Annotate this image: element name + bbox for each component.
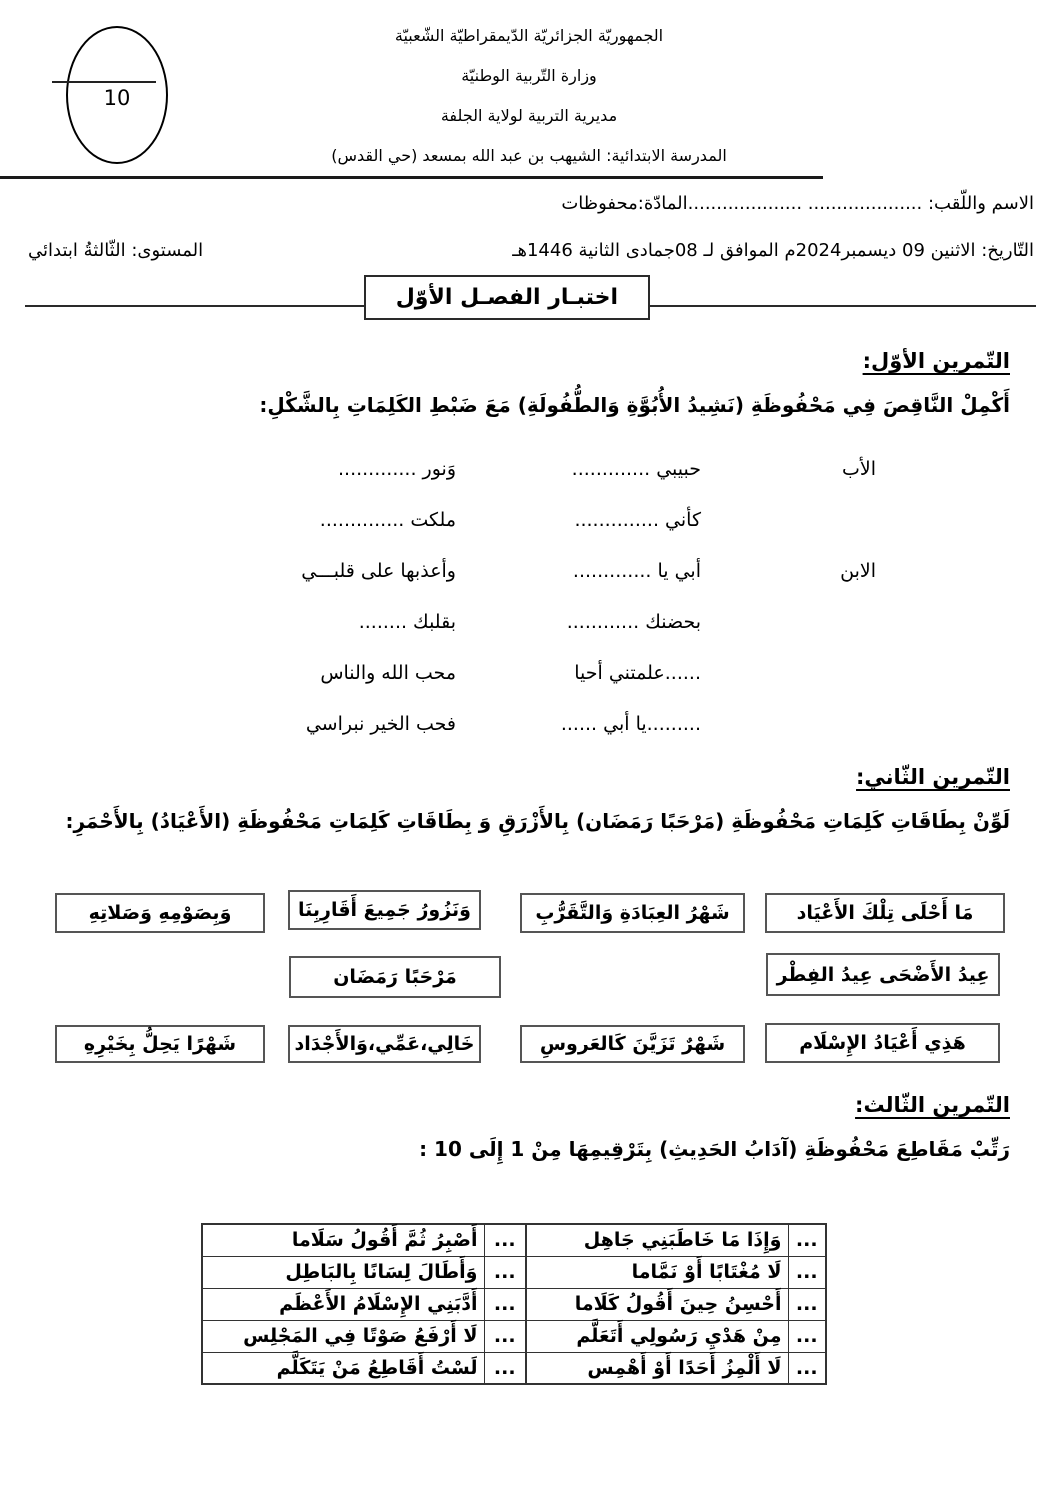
word-card[interactable]: شَهْرًا يَحِلُّ بِخَيْرِهِ — [55, 1025, 265, 1063]
poem-label — [701, 698, 876, 749]
word-card[interactable]: شَهْرٌ تَزَيَّنَ كَالعَروسِ — [520, 1025, 745, 1063]
exercise2-instruction: لَوِّنْ بِطَاقَاتِ كَلِمَاتِ مَحْفُوظَةِ (مَرْحَبًا رَمَضَان) بِالأَزْرَقِ وَ بِطَاقَاتِ كَلِمَاتِ مَحْفُوظَةِ (الأَعْيَادُ) بِالأَحْمَرِ: — [65, 809, 1010, 833]
poem-label — [701, 647, 876, 698]
header-line-directorate: مديرية التربية لولاية الجلفة — [440, 106, 618, 125]
poem-hemistich: ملكت .............. — [319, 508, 456, 531]
word-card[interactable]: مَرْحَبًا رَمَضَان — [289, 956, 501, 998]
exercise3-heading: التّمرين الثّالث: — [855, 1093, 1010, 1117]
verse-cell: أَحْسِنُ حِينَ أَقُولُ كَلَاما — [526, 1288, 788, 1320]
poem-hemistich: ......علمتني أحيا — [574, 661, 701, 684]
verse-cell: وَأَطَالَ لِسَانًا بِالبَاطِل — [202, 1256, 484, 1288]
rank-cell[interactable]: ... — [484, 1352, 526, 1384]
verse-cell: أَدَّبَنِي الإِسْلَامُ الأَعْظَم — [202, 1288, 484, 1320]
word-card[interactable]: وَبِصَوْمِهِ وَصَلاتِهِ — [55, 893, 265, 933]
table-row — [202, 1320, 826, 1352]
rank-cell[interactable]: ... — [484, 1320, 526, 1352]
rank-cell[interactable]: ... — [484, 1288, 526, 1320]
rank-cell[interactable]: ... — [484, 1256, 526, 1288]
poem-completion-grid — [0, 443, 1058, 749]
poem-label — [701, 494, 876, 545]
rank-cell[interactable]: ... — [788, 1224, 826, 1256]
poem-hemistich: كأني .............. — [574, 508, 701, 531]
info-row-date — [0, 214, 1058, 261]
word-card[interactable]: شَهْرُ العِبَادَةِ وَالتَّقَرُّبِ — [520, 893, 745, 933]
verse-cell: لَسْتُ أَقَاطِعُ مَنْ يَتَكَلَّم — [202, 1352, 484, 1384]
word-card[interactable]: خَالِي،عَمِّي،وَالأَجْدَاد — [288, 1025, 481, 1063]
header-line-school: المدرسة الابتدائية: الشيهب بن عبد الله بمسعد (حي القدس) — [331, 146, 727, 165]
poem-label: الابن — [840, 559, 876, 582]
verse-cell: وَإِذَا مَا خَاطَبَنِي جَاهِل — [526, 1224, 788, 1256]
poem-hemistich: محب الله والناس — [320, 661, 456, 684]
poem-hemistich: .........يا أبي ...... — [560, 712, 701, 735]
word-card[interactable]: مَا أَحْلَى تِلْكَ الأَعْيَاد — [765, 893, 1005, 933]
info-row-name — [0, 179, 1058, 214]
table-row — [202, 1352, 826, 1384]
rank-cell[interactable]: ... — [484, 1224, 526, 1256]
ordering-table — [201, 1223, 827, 1385]
date-label: التّاريخ: الاثنين 09 ديسمبر2024م الموافق لـ 08جمادى الثانية 1446هـ — [512, 240, 1034, 261]
subject-label: المادّة:محفوظات — [561, 193, 688, 214]
exercise1-instruction: أَكْمِلْ النَّاقِصَ فِي مَحْفُوظَةِ (نَشِيدُ الأُبُوَّةِ وَالطُّفُولَةِ) مَعَ ضَبْطِ الكَلِمَاتِ بِالشَّكْلِ: — [259, 393, 1010, 417]
document-header — [0, 0, 1058, 176]
score-denominator: 10 — [103, 85, 131, 110]
word-card[interactable]: عِيدُ الأَضْحَى عِيدُ الفِطْر — [766, 953, 1000, 996]
poem-hemistich: بحضنك ............ — [566, 610, 701, 633]
poem-hemistich: وَنور ............. — [337, 457, 456, 480]
exercise1-heading: التّمرين الأوّل: — [862, 349, 1010, 373]
header-line-republic: الجمهوريّة الجزائريّة الدّيمقراطيّة الشّعبيّة — [394, 26, 664, 45]
poem-hemistich: أبي يا ............. — [572, 559, 701, 582]
verse-cell: لَا أَرْفَعُ صَوْتًا فِي المَجْلِس — [202, 1320, 484, 1352]
rank-cell[interactable]: ... — [788, 1256, 826, 1288]
poem-hemistich: حبيبي ............. — [571, 457, 701, 480]
exercise3-instruction: رَتِّبْ مَقَاطِعَ مَحْفُوظَةِ (آدَابُ الحَدِيثِ) بِتَرْقِيمِهَا مِنْ 1 إِلَى 10 : — [419, 1137, 1010, 1161]
exercise2-heading: التّمرين الثّاني: — [856, 765, 1010, 789]
poem-label: الأب — [841, 457, 876, 480]
verse-cell: مِنْ هَدْيِ رَسُولِي أَتَعَلَّم — [526, 1320, 788, 1352]
title-section — [0, 281, 1058, 333]
word-card[interactable]: هَذِي أَعْيَادُ الإِسْلَام — [765, 1023, 1000, 1063]
word-card[interactable]: وَنَزُورُ جَمِيعَ أَقَارِبِنَا — [288, 890, 481, 930]
score-ellipse — [66, 26, 168, 164]
rank-cell[interactable]: ... — [788, 1288, 826, 1320]
poem-label — [701, 596, 876, 647]
rank-cell[interactable]: ... — [788, 1320, 826, 1352]
table-row — [202, 1224, 826, 1256]
word-cards-area — [0, 885, 1058, 1077]
verse-cell: أَصْبِرُ ثُمَّ أَقُولُ سَلَاما — [202, 1224, 484, 1256]
header-line-ministry: وزارة التّربية الوطنيّة — [461, 66, 597, 85]
poem-hemistich: فحب الخير نبراسي — [305, 712, 456, 735]
verse-cell: لَا أَلْمِزُ أَحَدًا أَوْ أَهْمِس — [526, 1352, 788, 1384]
score-fraction-line — [52, 81, 156, 83]
level-label: المستوى: الثّالثةُ ابتدائي — [28, 240, 204, 261]
poem-hemistich: وأعذبها على قلبـــي — [301, 559, 456, 582]
table-row — [202, 1288, 826, 1320]
table-row — [202, 1256, 826, 1288]
poem-hemistich: بقلبك ........ — [358, 610, 456, 633]
rank-cell[interactable]: ... — [788, 1352, 826, 1384]
name-field: الاسم واللّقب: .................... .................... — [687, 193, 1034, 214]
exam-title: اختبـار الفصـل الأوّل — [364, 275, 650, 320]
verse-cell: لَا مُغْتَابًا أَوْ نَمَّاما — [526, 1256, 788, 1288]
